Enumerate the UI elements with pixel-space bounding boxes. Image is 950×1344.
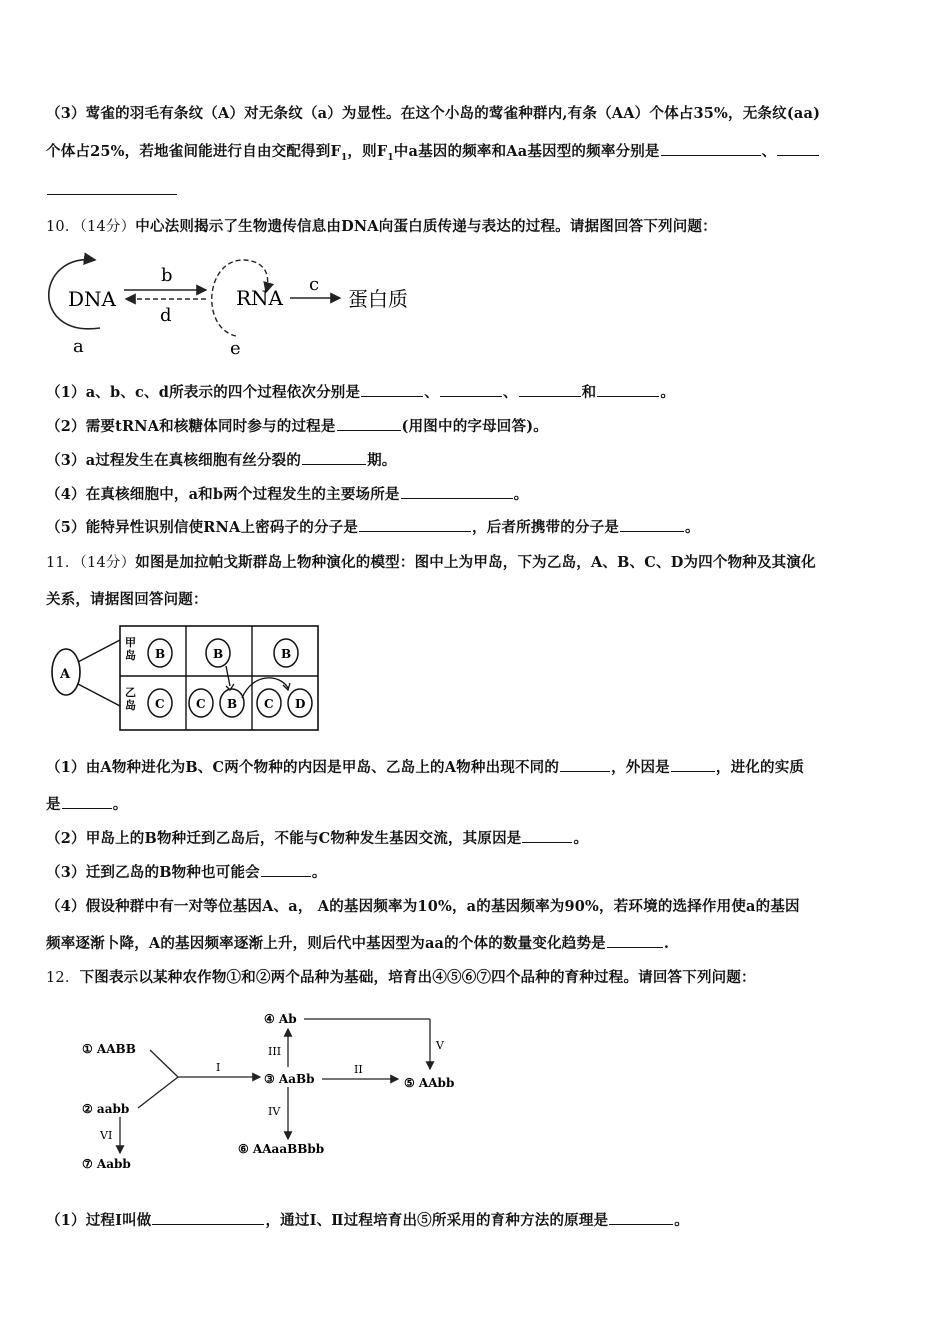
process-2-label: II xyxy=(354,1063,363,1076)
answer-blank[interactable] xyxy=(661,141,761,156)
q9-3-line2 xyxy=(46,140,906,163)
answer-blank[interactable] xyxy=(620,517,684,532)
q10-sub1 xyxy=(46,381,906,402)
q11-sub1-line2 xyxy=(46,793,906,814)
label-d: d xyxy=(160,305,172,326)
species-c-label: C xyxy=(155,697,165,711)
q10-stem-text: 中心法则揭示了生物遗传信息由DNA向蛋白质传递与表达的过程。请据图回答下列问题： xyxy=(135,218,717,235)
q11-sub2-text: （2）甲岛上的B物种迁到乙岛后，不能与C物种发生基因交流，其原因是 xyxy=(46,830,522,847)
process-3-label: III xyxy=(268,1045,282,1058)
answer-blank[interactable] xyxy=(519,382,581,397)
answer-blank[interactable] xyxy=(609,1210,673,1225)
q12-number: 12． xyxy=(46,970,80,986)
species-b-label: B xyxy=(281,647,292,661)
answer-blank[interactable] xyxy=(401,484,513,499)
answer-blank[interactable] xyxy=(560,757,610,772)
and: 和 xyxy=(581,384,597,401)
q11-stem-text-2: 关系，请据图回答问题： xyxy=(46,591,208,608)
process-5-label: V xyxy=(436,1039,444,1052)
end: 。 xyxy=(573,830,589,847)
label-b: b xyxy=(161,265,173,286)
answer-blank[interactable] xyxy=(440,382,502,397)
end: 。 xyxy=(685,519,700,536)
q10-sub3-text-b: 期。 xyxy=(367,452,397,469)
q11-sub1-text-b: ，外因是 xyxy=(611,759,670,776)
label-c: c xyxy=(309,274,320,295)
q10-sub4-text: （4）在真核细胞中，a和b两个过程发生的主要场所是 xyxy=(46,486,400,503)
species-b-label: B xyxy=(227,697,238,711)
q9-3-text-2a: 个体占25%，若地雀间能进行自由交配得到F xyxy=(46,143,341,160)
breed-6-label: ⑥ AAaaBBbb xyxy=(238,1142,325,1156)
dna-label: DNA xyxy=(68,287,116,311)
breed-3-label: ③ AaBb xyxy=(264,1072,315,1086)
answer-blank[interactable] xyxy=(777,141,819,156)
q12-sub1 xyxy=(46,1209,906,1230)
q11-sub4-line2 xyxy=(46,932,906,953)
answer-blank[interactable] xyxy=(607,933,663,948)
island-jia-label-2: 岛 xyxy=(125,649,136,662)
answer-blank[interactable] xyxy=(597,382,659,397)
island-speciation-diagram xyxy=(48,622,323,734)
q10-score: （14分） xyxy=(79,219,136,235)
q10-sub4 xyxy=(46,483,906,504)
q9-3-text-1: （3）莺雀的羽毛有条纹（A）对无条纹（a）为显性。在这个小岛的莺雀种群内,有条（AA）个体占35%，无条纹(aa) xyxy=(46,105,821,122)
q11-stem-2 xyxy=(46,588,906,609)
q9-3-line1 xyxy=(46,102,906,123)
breed-2-label: ② aabb xyxy=(82,1102,130,1116)
answer-blank[interactable] xyxy=(62,794,112,809)
q10-sub3 xyxy=(46,449,906,470)
q11-sub2 xyxy=(46,827,906,848)
rna-label: RNA xyxy=(236,286,284,310)
end: 。 xyxy=(112,796,128,813)
central-dogma-diagram xyxy=(40,248,440,360)
q10-number: 10． xyxy=(46,219,80,235)
q11-sub3-text: （3）迁到乙岛的B物种也可能会 xyxy=(46,864,260,881)
q10-sub3-text: （3）a过程发生在真核细胞有丝分裂的 xyxy=(46,452,302,469)
q9-3-line3 xyxy=(46,180,906,199)
q11-score: （14分） xyxy=(79,555,136,571)
islands-grid xyxy=(120,626,318,730)
species-a-label: A xyxy=(60,667,71,682)
label-a: a xyxy=(73,336,84,357)
end: 。 xyxy=(674,1212,689,1229)
answer-blank[interactable] xyxy=(302,450,366,465)
answer-blank[interactable] xyxy=(152,1210,264,1225)
answer-blank[interactable] xyxy=(337,416,401,431)
process-6-label: VI xyxy=(100,1129,113,1142)
q12-sub1-text-b: ，通过I、Ⅱ过程培育出⑤所采用的育种方法的原理是 xyxy=(265,1212,609,1229)
q12-sub1-text: （1）过程I叫做 xyxy=(46,1212,152,1229)
q12-stem-text: 下图表示以某种农作物①和②两个品种为基础，培育出④⑤⑥⑦四个品种的育种过程。请回答下列问题： xyxy=(79,969,756,986)
sep: 、 xyxy=(502,384,518,401)
q9-3-sep: 、 xyxy=(761,143,777,160)
q11-sub1-text: （1）由A物种进化为B、C两个物种的内因是甲岛、乙岛上的A物种出现不同的 xyxy=(46,759,560,776)
breed-4-label: ④ Ab xyxy=(264,1012,297,1026)
q10-sub2 xyxy=(46,415,906,436)
q10-sub5-text-b: ，后者所携带的分子是 xyxy=(472,519,620,536)
answer-blank[interactable] xyxy=(671,757,715,772)
q11-sub3 xyxy=(46,861,906,882)
q11-number: 11． xyxy=(46,555,80,571)
breed-7-label: ⑦ Aabb xyxy=(82,1157,131,1171)
answer-blank[interactable] xyxy=(47,180,177,195)
q11-sub1 xyxy=(46,756,906,777)
q10-sub2-text: （2）需要tRNA和核糖体同时参与的过程是 xyxy=(46,418,336,435)
q9-3-sub-1b: 1 xyxy=(387,152,394,163)
end: 。 xyxy=(513,486,529,503)
label-e: e xyxy=(230,338,241,359)
island-yi-label: 乙 xyxy=(125,686,136,699)
q11-sub4-text: （4）假设种群中有一对等位基因A、a， A的基因频率为10%，a的基因频率为90%，若环境的选择作用使a的基因 xyxy=(46,898,800,915)
q11-sub1-text-2: 是 xyxy=(46,796,61,813)
q10-sub5-text: （5）能特异性识别信使RNA上密码子的分子是 xyxy=(46,519,359,536)
q12-stem xyxy=(46,966,906,987)
q10-stem xyxy=(46,215,906,236)
q9-3-sub-1: 1 xyxy=(340,152,348,163)
sep: 、 xyxy=(424,384,439,401)
island-yi-label-2: 岛 xyxy=(125,699,136,712)
species-d-label: D xyxy=(295,697,306,711)
species-b-label: B xyxy=(155,647,166,661)
breeding-process-diagram xyxy=(78,1005,478,1175)
process-4-label: IV xyxy=(268,1105,281,1118)
island-jia-label: 甲 xyxy=(125,636,136,649)
answer-blank[interactable] xyxy=(361,382,423,397)
q9-3-text-2c: 中a基因的频率和Aa基因型的频率分别是 xyxy=(393,143,660,160)
q11-sub4 xyxy=(46,895,906,916)
q9-3-text-2b: ，则F xyxy=(347,143,388,160)
end: 。 xyxy=(311,864,327,881)
species-b-label: B xyxy=(213,647,224,661)
protein-label: 蛋白质 xyxy=(348,287,408,311)
process-1-label: I xyxy=(216,1061,221,1074)
q11-sub4-text-2: 频率逐渐卜降，A的基因频率逐渐上升，则后代中基因型为aa的个体的数量变化趋势是 xyxy=(46,935,606,952)
q11-stem xyxy=(46,551,906,572)
end: . xyxy=(663,935,670,952)
q10-sub2-text-b: (用图中的字母回答)。 xyxy=(401,418,548,435)
species-c-label: C xyxy=(196,697,206,711)
q11-stem-text: 如图是加拉帕戈斯群岛上物种演化的模型：图中上为甲岛，下为乙岛，A、B、C、D为四个物种及其演化 xyxy=(135,554,816,571)
breed-1-label: ① AABB xyxy=(82,1042,136,1056)
q11-sub1-text-c: ，进化的实质 xyxy=(715,759,805,776)
answer-blank[interactable] xyxy=(522,828,572,843)
q10-sub5 xyxy=(46,516,906,537)
end: 。 xyxy=(660,384,676,401)
species-c-label: C xyxy=(264,697,274,711)
breed-5-label: ⑤ AAbb xyxy=(404,1076,455,1090)
answer-blank[interactable] xyxy=(359,517,471,532)
q10-sub1-text: （1）a、b、c、d所表示的四个过程依次分别是 xyxy=(46,384,361,401)
answer-blank[interactable] xyxy=(261,862,311,877)
